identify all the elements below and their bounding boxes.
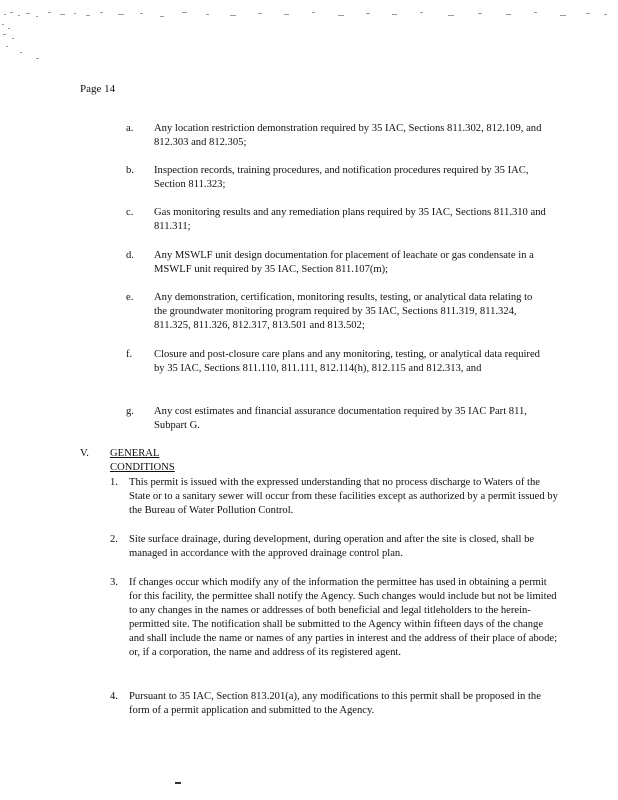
condition-label: 3. [110,577,118,588]
sub-item-label: g. [126,406,134,417]
condition-label: 2. [110,534,118,545]
sub-item-text: Inspection records, training procedures, and notification procedures required by 35 IAC, Section 811.323; [154,165,529,190]
sub-item-label: f. [126,349,133,360]
scan-mark [175,782,181,784]
sub-item-label: a. [126,123,134,134]
sub-item-text: Gas monitoring results and any remediation plans required by 35 IAC, Sections 811.310 and 811.311; [154,207,546,232]
condition-text: Pursuant to 35 IAC, Section 813.201(a), any modifications to this permit shall be proposed in the form of a permit application and submitted to the Agency. [129,691,541,716]
sub-item-text: Closure and post-closure care plans and any monitoring, testing, or analytical data required by 35 IAC, Sections 811.110, 811.111, 812.114(h), 812.115 and 812.313, and [154,349,540,374]
sub-item-label: d. [126,250,134,261]
condition-text: If changes occur which modify any of the information the permittee has used in obtaining a permit for this facility, the permittee shall notify the Agency. Such changes would include but not be limited to any changes in the names or addresses of both beneficial and legal titleholders to the herein-permitted site. The notification shall be submitted to the Agency within fifteen days of the change and shall include the name or names of any parties in interest and the address of their place of abode; or, if a corporation, the name and address of its registered agent. [129,577,558,658]
sub-item-text: Any cost estimates and financial assurance documentation required by 35 IAC Part 811, Subpart G. [154,406,527,431]
sub-item-text: Any demonstration, certification, monitoring results, testing, or analytical data relating to the groundwater monitoring program required by 35 IAC, Sections 811.319, 811.324, 811.325, 811.326, 812.317, 813.501 and 813.502; [154,292,533,331]
condition-label: 1. [110,477,118,488]
condition-text: Site surface drainage, during development, during operation and after the site is closed, shall be managed in accordance with the approved drainage control plan. [129,534,535,559]
condition-label: 4. [110,691,118,702]
scan-noise [0,0,618,70]
sub-item-label: e. [126,292,134,303]
sub-item-text: Any MSWLF unit design documentation for placement of leachate or gas condensate in a MSWLF unit required by 35 IAC, Section 811.107(m); [154,250,534,275]
condition-text: This permit is issued with the expressed understanding that no process discharge to Waters of the State or to a sanitary sewer will occur from these facilities except as authorized by a permit issued by the Bureau of Water Pollution Control. [129,477,558,516]
sub-item-text: Any location restriction demonstration required by 35 IAC, Sections 811.302, 812.109, and 812.303 and 812.305; [154,123,542,148]
sub-item-label: b. [126,165,134,176]
sub-item-label: c. [126,207,134,218]
section-title: GENERAL CONDITIONS [110,448,175,473]
section-number: V. [80,448,89,459]
page-number: Page 14 [80,83,116,95]
